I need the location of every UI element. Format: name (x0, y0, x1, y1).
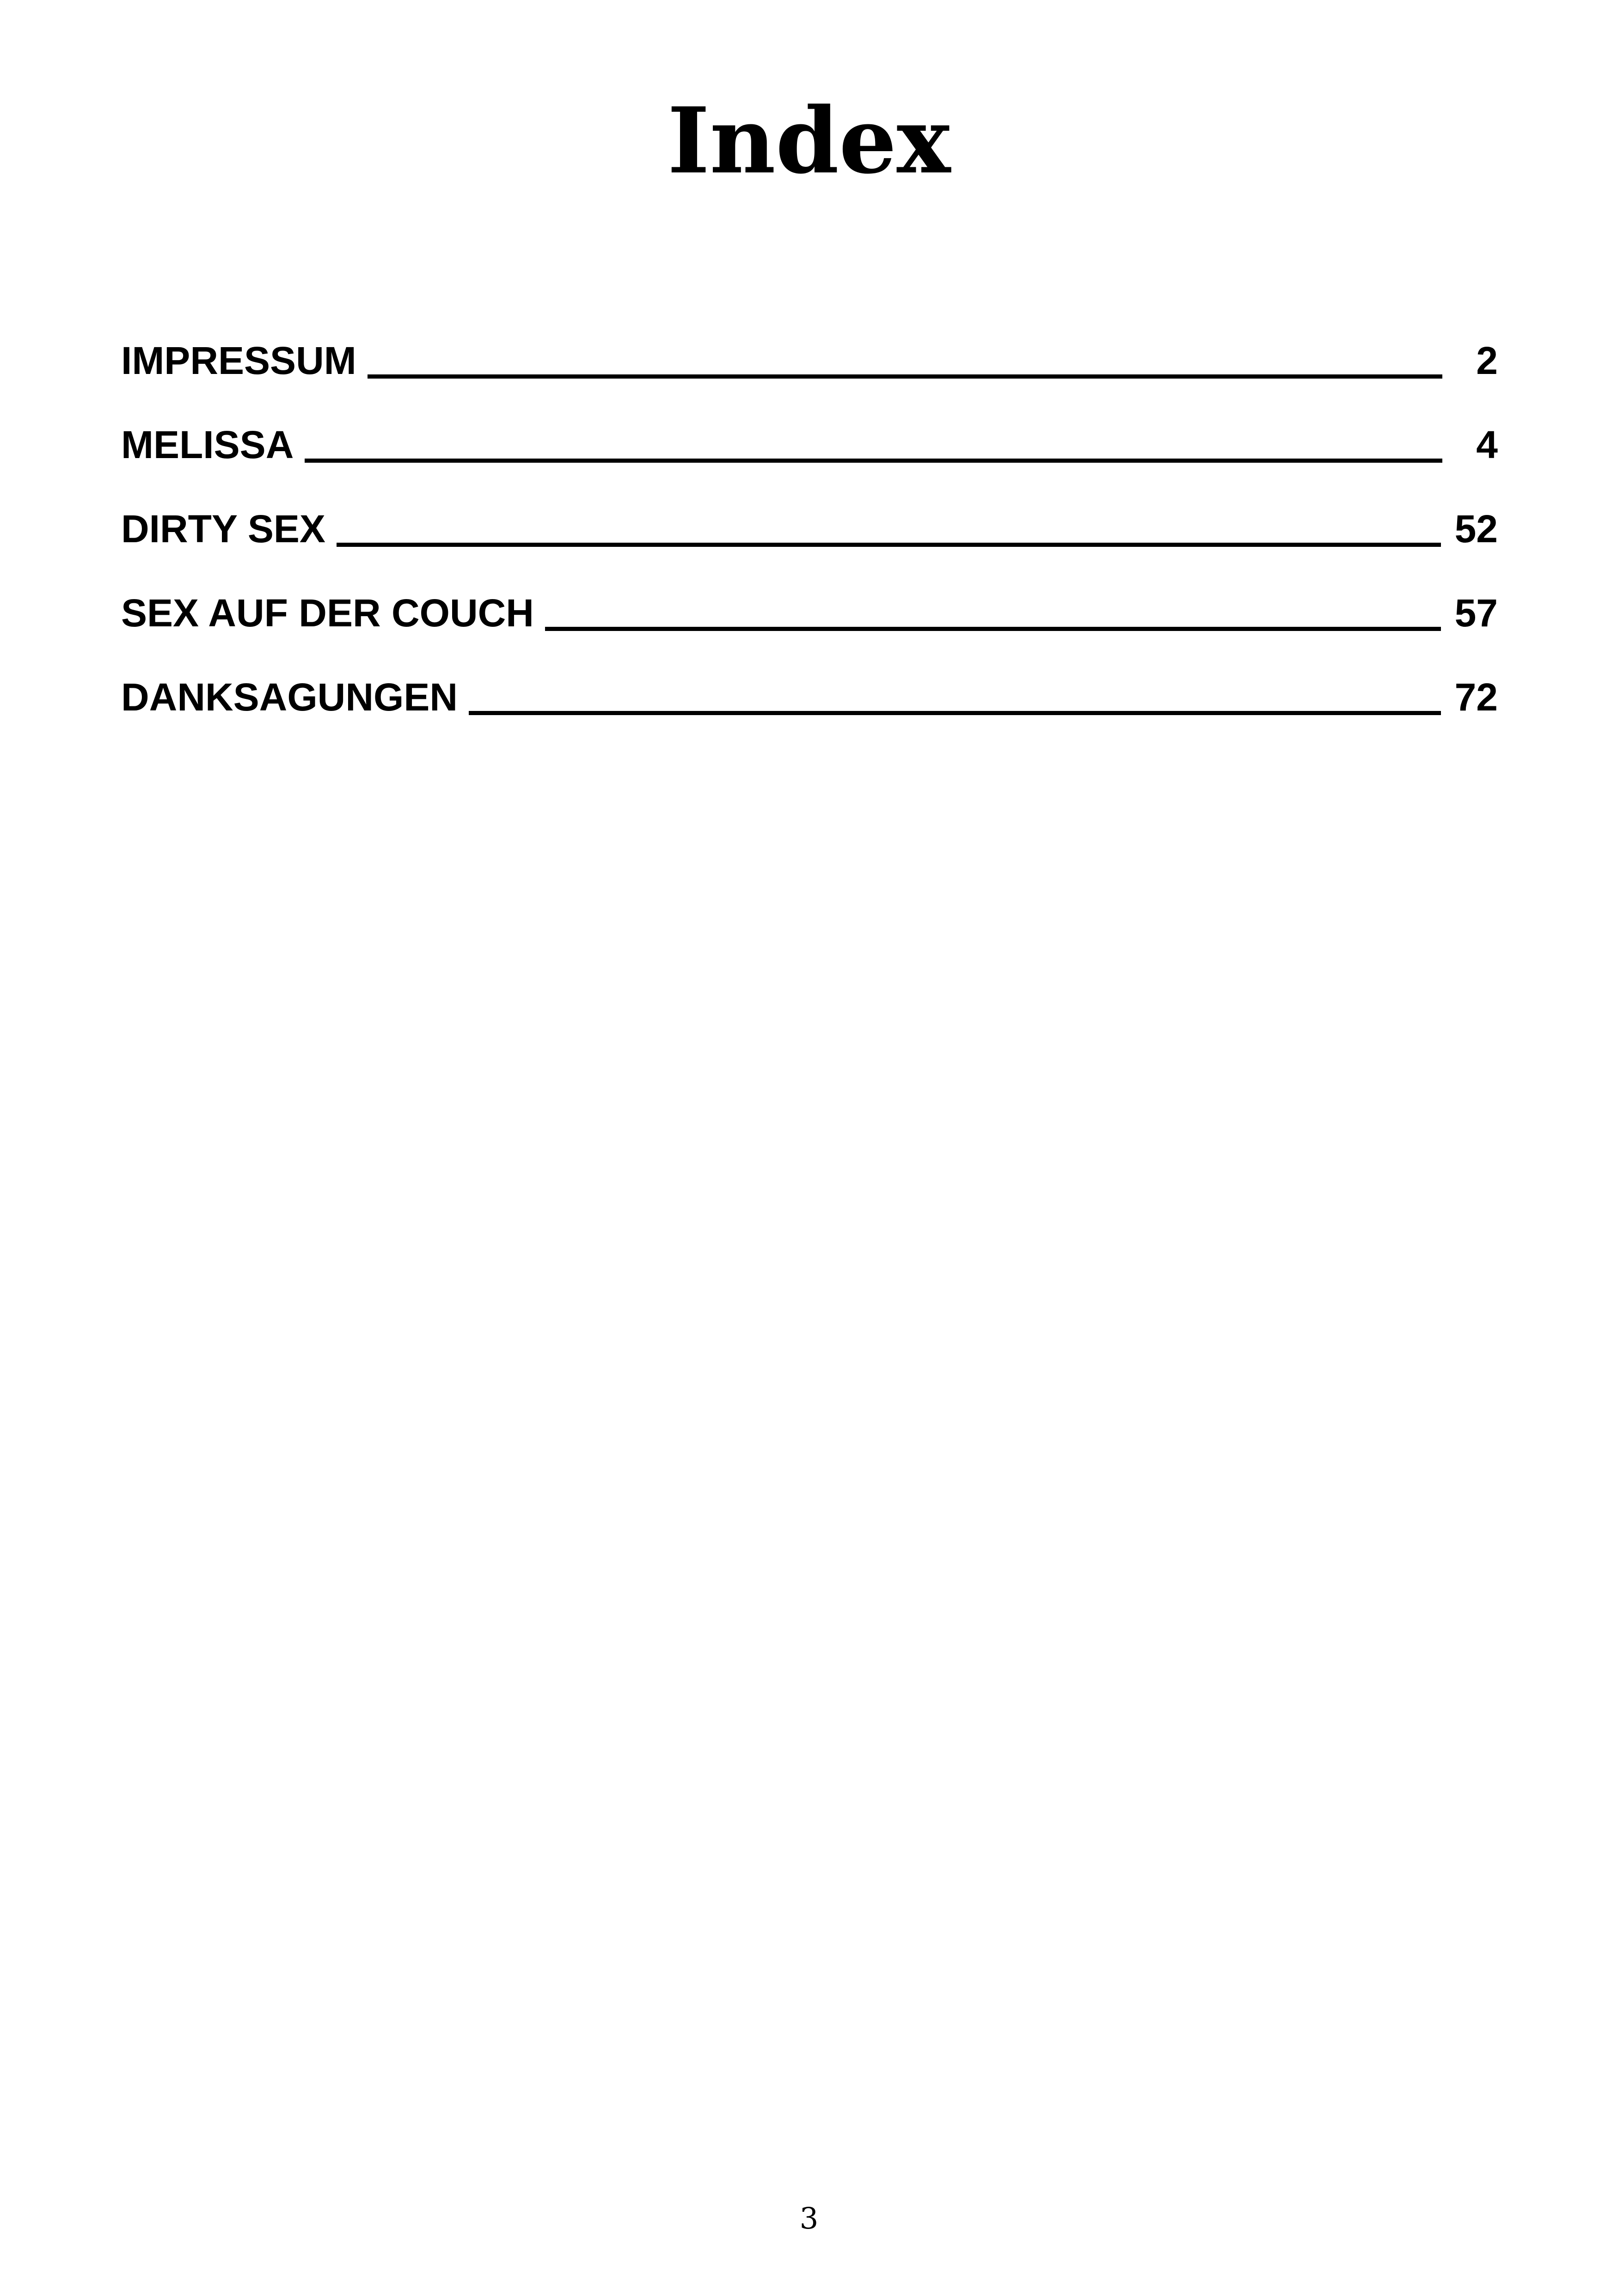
page-title: Index (667, 88, 951, 194)
toc-entry-dirty-sex[interactable] (121, 501, 1498, 585)
toc-leader-line (305, 459, 1442, 463)
toc-entry-danksagungen[interactable] (121, 669, 1498, 753)
toc-entry-page: 4 (1476, 423, 1498, 466)
toc-entry-label: IMPRESSUM (121, 339, 356, 382)
table-of-contents (121, 333, 1498, 753)
toc-entry-page: 57 (1454, 591, 1498, 635)
toc-entry-page: 2 (1476, 339, 1498, 382)
toc-entry-label: DANKSAGUNGEN (121, 675, 458, 719)
toc-entry-label: MELISSA (121, 423, 294, 466)
page-number: 3 (799, 2202, 819, 2236)
toc-leader-line (337, 543, 1441, 547)
toc-entry-page: 52 (1454, 507, 1498, 551)
toc-leader-line (469, 711, 1441, 715)
toc-leader-line (368, 374, 1442, 379)
toc-entry-label: SEX AUF DER COUCH (121, 591, 534, 635)
toc-entry-sex-auf-der-couch[interactable] (121, 585, 1498, 669)
toc-entry-impressum[interactable] (121, 333, 1498, 417)
toc-leader-line (545, 627, 1441, 631)
toc-entry-melissa[interactable] (121, 417, 1498, 501)
toc-entry-label: DIRTY SEX (121, 507, 325, 551)
toc-entry-page: 72 (1454, 675, 1498, 719)
